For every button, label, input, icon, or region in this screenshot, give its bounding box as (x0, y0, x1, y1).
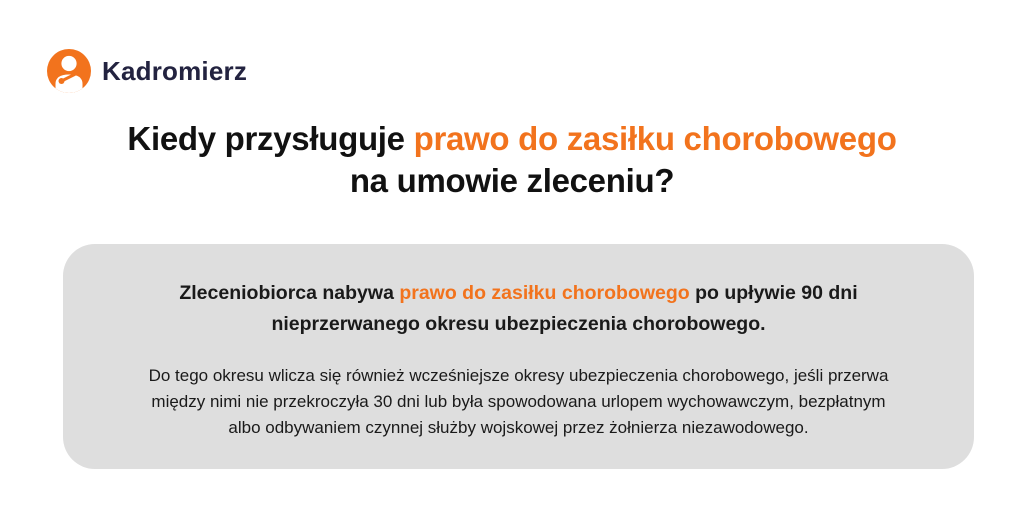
kadromierz-logo (47, 49, 247, 93)
info-card (63, 244, 974, 469)
page-title (0, 118, 1024, 202)
lead-part-2: po upływie 90 dni nieprzerwanego okresu ubezpieczenia chorobowego. (271, 282, 858, 335)
title-line-1 (0, 118, 1024, 160)
title-text-highlight: prawo do zasiłku chorobowego (413, 120, 897, 157)
lead-part-1: Zleceniobiorca nabywa (179, 282, 400, 304)
card-lead-text (146, 278, 891, 340)
title-text-black: Kiedy przysługuje (127, 120, 414, 157)
lead-highlight: prawo do zasiłku chorobowego (399, 282, 690, 304)
brand-name: Kadromierz (102, 55, 248, 86)
kadromierz-gauge-person-icon (47, 49, 91, 93)
title-line-2: na umowie zleceniu? (349, 162, 675, 199)
card-body-text: Do tego okresu wlicza się również wcześniejsze okresy ubezpieczenia chorobowego, jeśli przerwa między nimi nie przekroczyła 30 dni lub była spowodowana urlopem wychowawczym, bezpłatnym albo odbywaniem czynnej służby wojskowej przez żołnierza niezawodowego. (148, 366, 889, 437)
